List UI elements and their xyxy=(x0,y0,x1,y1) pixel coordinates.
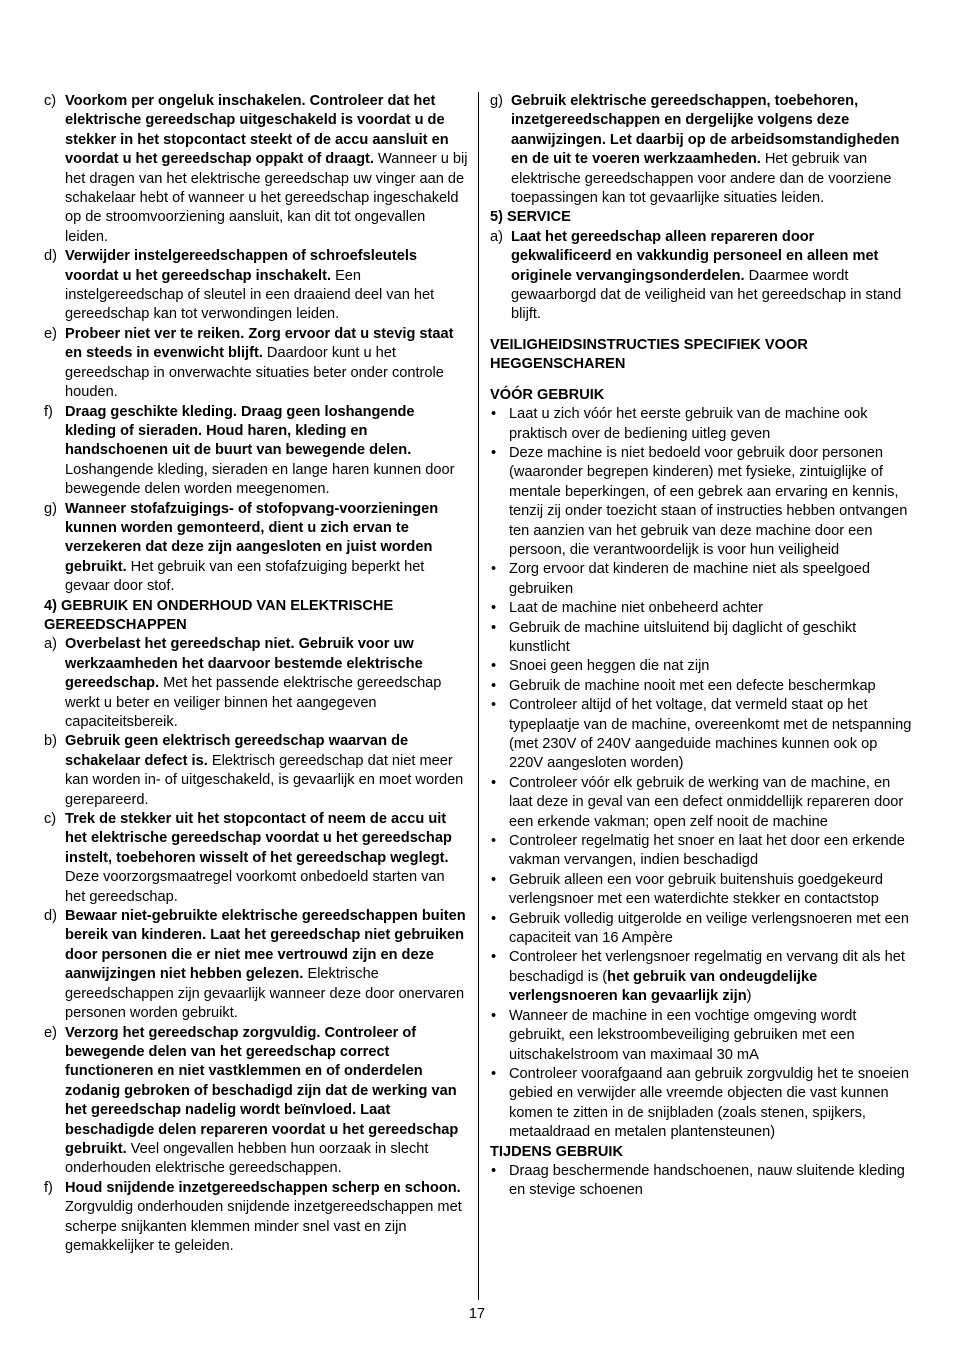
item-bold-text: Probeer niet ver te reiken. Zorg ervoor dat u stevig staat en steeds in evenwicht blijft. xyxy=(65,325,454,362)
bullet-item xyxy=(490,444,912,560)
bullet-item xyxy=(490,1162,912,1201)
column-divider xyxy=(478,92,479,1300)
list-item xyxy=(490,228,912,325)
bullet-icon: • xyxy=(491,1162,497,1179)
left-column xyxy=(44,92,468,1256)
bullet-text: Gebruik de machine uitsluitend bij daglicht of geschikt kunstlicht xyxy=(509,619,857,655)
bullet-text: Controleer altijd of het voltage, dat vermeld staat op het typeplaatje van de machine, overeenkomt met de netspanning (met 230V of 240V aangeduide machines kunnen ook op 220V aangesloten worden) xyxy=(509,697,912,772)
bullet-item xyxy=(490,910,912,949)
bullet-item xyxy=(490,1007,912,1065)
item-label: g) xyxy=(44,500,57,517)
bullet-text: Draag beschermende handschoenen, nauw sluitende kleding en stevige schoenen xyxy=(509,1162,905,1199)
item-label: c) xyxy=(44,811,57,828)
bullet-icon: • xyxy=(491,871,497,888)
item-label: f) xyxy=(44,1179,53,1196)
bullet-icon: • xyxy=(491,677,497,694)
section-heading: 4) GEBRUIK EN ONDERHOUD VAN ELEKTRISCHE GEREEDSCHAPPEN xyxy=(44,597,394,633)
bullet-bold-text: het gebruik van ondeugdelijke verlengsnoeren kan gevaarlijk zijn xyxy=(509,968,818,1005)
item-bold-text: Gebruik elektrische gereedschappen, toebehoren, inzetgereedschappen en dergelijke volgens deze aanwijzingen. Let daarbij op de arbeidsomstandigheden en de uit te voeren werkzaamheden. xyxy=(511,93,900,168)
item-bold-text: Verzorg het gereedschap zorgvuldig. Controleer of bewegende delen van het gereedschap correct functioneren en niet vastklemmen en of onderdelen zodanig gebroken of beschadigd zijn dat de werking van het gereedschap nadelig wordt beïnvloed. Laat beschadigde delen repareren voordat u het gereedschap gebruikt. xyxy=(65,1024,459,1157)
list-item xyxy=(44,403,468,500)
item-bold-text: Gebruik geen elektrisch gereedschap waarvan de schakelaar defect is. xyxy=(65,733,409,769)
item-label: e) xyxy=(44,1024,57,1041)
list-item xyxy=(44,325,468,403)
item-bold-text: Houd snijdende inzetgereedschappen scherp en schoon. xyxy=(65,1179,461,1196)
list-item xyxy=(44,500,468,597)
bullet-icon: • xyxy=(491,600,497,617)
item-label: b) xyxy=(44,733,57,750)
list-item xyxy=(44,1179,468,1257)
item-text: Het gebruik van elektrische gereedschappen voor andere dan de voorziene toepassingen kan tot gevaarlijke situaties leiden. xyxy=(511,151,892,207)
bullet-icon: • xyxy=(491,1007,497,1024)
list-item xyxy=(490,92,912,208)
item-bold-text: Overbelast het gereedschap niet. Gebruik voor uw werkzaamheden het daarvoor bestemde elektrische gereedschap. xyxy=(65,636,423,692)
item-bold-text: Verwijder instelgereedschappen of schroefsleutels voordat u het gereedschap inschakelt. xyxy=(65,248,417,284)
bullet-text: Controleer het verlengsnoer regelmatig en vervang dit als het beschadigd is ( xyxy=(509,949,905,985)
item-label: c) xyxy=(44,93,57,109)
bullet-icon: • xyxy=(491,774,497,791)
list-item xyxy=(44,810,468,907)
bullet-item xyxy=(490,696,912,774)
bullet-text: Zorg ervoor dat kinderen de machine niet als speelgoed gebruiken xyxy=(509,561,871,597)
bullet-icon: • xyxy=(491,658,497,675)
bullet-text: Laat u zich vóór het eerste gebruik van de machine ook praktisch over de bediening uitleg geven xyxy=(509,406,868,442)
bullet-icon: • xyxy=(491,910,497,927)
item-label: a) xyxy=(44,636,57,653)
bullet-item xyxy=(490,871,912,910)
bullet-item xyxy=(490,832,912,871)
section-gap xyxy=(490,375,912,386)
item-bold-text: Draag geschikte kleding. Draag geen loshangende kleding of sieraden. Houd haren, kleding en handschoenen uit de buurt van bewegende delen. xyxy=(65,403,415,459)
bullet-item xyxy=(490,1065,912,1143)
bullet-icon: • xyxy=(491,833,497,850)
item-text: Deze voorzorgsmaatregel voorkomt onbedoeld starten van het gereedschap. xyxy=(65,869,445,905)
bullet-icon: • xyxy=(491,406,497,423)
section-heading: 5) SERVICE xyxy=(490,209,571,226)
item-text: Daarmee wordt gewaarborgd dat de veiligheid van het gereedschap in stand blijft. xyxy=(511,267,902,323)
item-label: a) xyxy=(490,228,503,245)
bullet-item xyxy=(490,405,912,444)
bullet-text: Deze machine is niet bedoeld voor gebruik door personen (waaronder begrepen kinderen) met fysieke, zintuiglijke of mentale beperkingen, of een gebrek aan ervaring en kennis, tenzij zij onder toezicht staan of instructies hebben ontvangen ten aanzien van het gebruik van deze machine door een persoon, die verantwoordelijk is voor hun veiligheid xyxy=(509,444,908,558)
bullet-text: Gebruik volledig uitgerolde en veilige verlengsnoeren met een capaciteit van 16 Ampère xyxy=(509,910,909,947)
right-column xyxy=(490,92,912,1201)
bullet-text: Controleer voorafgaand aan gebruik zorgvuldig het te snoeien gebied en verwijder alle vreemde objecten die vast kunnen komen te zitten in de snijbladen (zoals stenen, spijkers, metaaldraad en metalen plantensteunen) xyxy=(509,1065,909,1141)
bullet-item xyxy=(490,657,912,676)
item-text: Elektrisch gereedschap dat niet meer kan worden in- of uitgeschakeld, is gevaarlijk en moet worden gerepareerd. xyxy=(65,752,464,808)
bullet-tail-text: ) xyxy=(746,988,752,1005)
item-bold-text: Voorkom per ongeluk inschakelen. Controleer dat het elektrische gereedschap uitgeschakeld is voordat u de stekker in het stopcontact steekt of de accu aansluit en voordat u het gereedschap oppakt of draagt. xyxy=(65,93,449,168)
bullet-icon: • xyxy=(491,561,497,578)
item-text: Veel ongevallen hebben hun oorzaak in slecht onderhouden elektrische gereedschappen. xyxy=(65,1140,429,1177)
bullet-text: Laat de machine niet onbeheerd achter xyxy=(509,600,763,617)
item-label: g) xyxy=(490,93,503,109)
bullet-icon: • xyxy=(491,1065,497,1082)
bullet-text: Snoei geen heggen die nat zijn xyxy=(509,658,710,675)
bullet-text: Gebruik alleen een voor gebruik buitenshuis goedgekeurd verlengsnoer met een waterdichte stekker en contactstop xyxy=(509,871,884,908)
item-label: d) xyxy=(44,908,57,925)
bullet-item xyxy=(490,619,912,658)
list-item xyxy=(44,907,468,1023)
item-text: Daardoor kunt u het gereedschap in onverwachte situaties beter onder controle houden. xyxy=(65,345,444,401)
section-heading: TIJDENS GEBRUIK xyxy=(490,1143,623,1160)
item-text: Wanneer u bij het dragen van het elektrische gereedschap uw vinger aan de schakelaar hebt of wanneer u het gereedschap ingeschakeld op de stroomvoorziening aansluit, kan dit tot ongevallen leiden. xyxy=(65,151,468,245)
item-text: Elektrische gereedschappen zijn gevaarlijk wanneer deze door onervaren personen worden gebruikt. xyxy=(65,966,465,1022)
bullet-item xyxy=(490,599,912,618)
item-bold-text: Wanneer stofafzuigings- of stofopvang-voorzieningen kunnen worden gemonteerd, dient u zich ervan te verzekeren dat deze zijn aangesloten en juist worden gebruikt. xyxy=(65,500,439,575)
page-number: 17 xyxy=(468,1306,486,1322)
item-text: Het gebruik van een stofafzuiging beperkt het gevaar door stof. xyxy=(65,558,425,595)
item-bold-text: Laat het gereedschap alleen repareren door gekwalificeerd en vakkundig personeel en alleen met originele vervangingsonderdelen. xyxy=(511,228,879,284)
item-label: e) xyxy=(44,325,57,342)
bullet-text: Gebruik de machine nooit met een defecte beschermkap xyxy=(509,677,876,694)
item-label: d) xyxy=(44,248,57,265)
bullet-icon: • xyxy=(491,697,497,714)
bullet-text: Controleer vóór elk gebruik de werking van de machine, en laat deze in geval van een defect onmiddellijk repareren door een erkende vakman; open zelf nooit de machine xyxy=(509,774,904,830)
bullet-item xyxy=(490,774,912,832)
list-item xyxy=(44,92,468,247)
list-item xyxy=(44,732,468,810)
item-text: Zorgvuldig onderhouden snijdende inzetgereedschappen met scherpe snijkanten klemmen minder snel vast en zijn gemakkelijker te geleiden. xyxy=(65,1199,462,1254)
list-item xyxy=(44,247,468,325)
bullet-icon: • xyxy=(491,619,497,636)
section-heading: VEILIGHEIDSINSTRUCTIES SPECIFIEK VOOR HEGGENSCHAREN xyxy=(490,336,808,373)
item-text: Loshangende kleding, sieraden en lange haren kunnen door bewegende delen worden meegenomen. xyxy=(65,461,455,498)
bullet-item xyxy=(490,948,912,1006)
bullet-icon: • xyxy=(491,444,497,461)
bullet-icon: • xyxy=(491,949,497,966)
section-gap xyxy=(490,325,912,336)
bullet-item xyxy=(490,560,912,599)
item-text: Met het passende elektrische gereedschap werkt u beter en veiliger binnen het aangegeven capaciteitsbereik. xyxy=(65,675,442,730)
item-bold-text: Bewaar niet-gebruikte elektrische gereedschappen buiten bereik van kinderen. Laat het gereedschap niet gebruiken door personen die er niet mee vertrouwd zijn en deze aanwijzingen niet hebben gelezen. xyxy=(65,908,466,983)
bullet-item xyxy=(490,677,912,696)
list-item xyxy=(44,635,468,732)
list-item xyxy=(44,1024,468,1179)
item-bold-text: Trek de stekker uit het stopcontact of neem de accu uit het elektrische gereedschap voordat u het gereedschap instelt, toebehoren wisselt of het gereedschap weglegt. xyxy=(65,811,452,866)
section-heading: VÓÓR GEBRUIK xyxy=(490,386,605,403)
bullet-text: Wanneer de machine in een vochtige omgeving wordt gebruikt, een lekstroombeveiliging gebruiken met een uitschakelstroom van maximaal 30 mA xyxy=(509,1007,857,1063)
item-text: Een instelgereedschap of sleutel in een draaiend deel van het gereedschap kan tot verwondingen leiden. xyxy=(65,267,435,323)
bullet-text: Controleer regelmatig het snoer en laat het door een erkende vakman vervangen, indien beschadigd xyxy=(509,833,905,869)
item-label: f) xyxy=(44,403,53,420)
